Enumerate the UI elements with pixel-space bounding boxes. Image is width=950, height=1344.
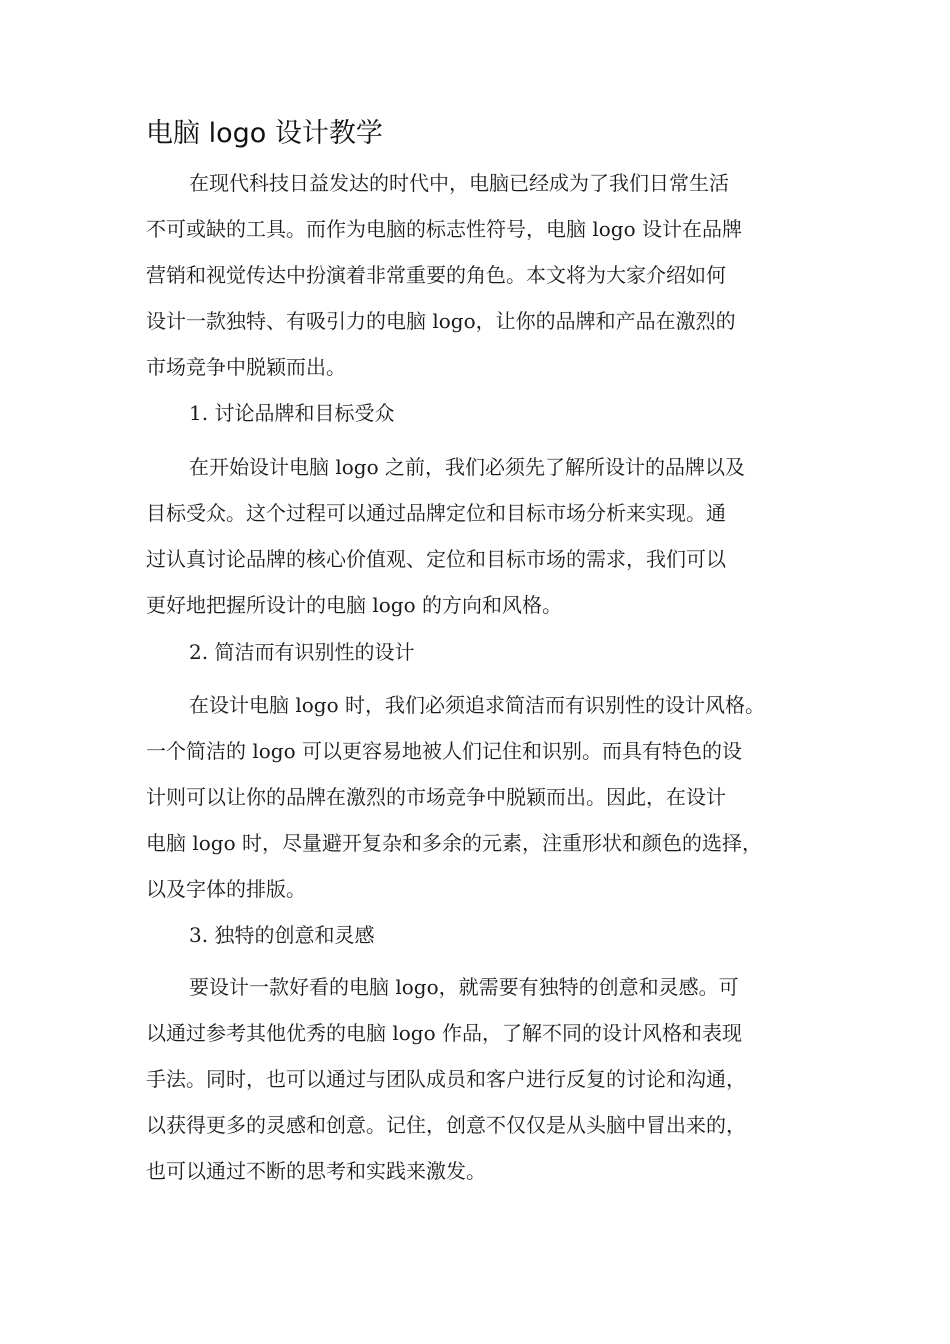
section-heading: 2. 简洁而有识别性的设计 bbox=[189, 640, 415, 664]
section-1-paragraph bbox=[146, 444, 811, 628]
paragraph-line: 以获得更多的灵感和创意。记住，创意不仅仅是从头脑中冒出来的， bbox=[146, 1113, 746, 1137]
section-heading: 1. 讨论品牌和目标受众 bbox=[189, 401, 395, 425]
section-3-paragraph bbox=[146, 964, 811, 1194]
paragraph-line: 在设计电脑 logo 时，我们必须追求简洁而有识别性的设计风格。 bbox=[189, 693, 765, 717]
paragraph-line: 营销和视觉传达中扮演着非常重要的角色。本文将为大家介绍如何 bbox=[146, 263, 726, 287]
section-heading: 3. 独特的创意和灵感 bbox=[189, 923, 375, 947]
paragraph-line: 过认真讨论品牌的核心价值观、定位和目标市场的需求，我们可以 bbox=[146, 547, 726, 571]
paragraph-line: 更好地把握所设计的电脑 logo 的方向和风格。 bbox=[146, 593, 562, 617]
paragraph-line: 也可以通过不断的思考和实践来激发。 bbox=[146, 1159, 486, 1183]
paragraph-line: 在现代科技日益发达的时代中，电脑已经成为了我们日常生活 bbox=[189, 171, 729, 195]
paragraph-line: 以及字体的排版。 bbox=[146, 877, 306, 901]
section-3 bbox=[146, 912, 811, 958]
section-2-paragraph bbox=[146, 682, 811, 912]
paragraph-line: 目标受众。这个过程可以通过品牌定位和目标市场分析来实现。通 bbox=[146, 501, 726, 525]
section-2 bbox=[146, 629, 811, 675]
section-1 bbox=[146, 390, 811, 436]
intro-paragraph bbox=[146, 160, 811, 390]
document-title: 电脑 logo 设计教学 bbox=[146, 118, 383, 149]
paragraph-line: 市场竞争中脱颖而出。 bbox=[146, 355, 346, 379]
paragraph-line: 电脑 logo 时，尽量避开复杂和多余的元素，注重形状和颜色的选择， bbox=[146, 831, 762, 855]
paragraph-line: 不可或缺的工具。而作为电脑的标志性符号，电脑 logo 设计在品牌 bbox=[146, 217, 742, 241]
paragraph-line: 设计一款独特、有吸引力的电脑 logo，让你的品牌和产品在激烈的 bbox=[146, 309, 736, 333]
paragraph-line: 要设计一款好看的电脑 logo，就需要有独特的创意和灵感。可 bbox=[189, 975, 739, 999]
paragraph-line: 在开始设计电脑 logo 之前，我们必须先了解所设计的品牌以及 bbox=[189, 455, 745, 479]
paragraph-line: 手法。同时，也可以通过与团队成员和客户进行反复的讨论和沟通， bbox=[146, 1067, 746, 1091]
paragraph-line: 一个简洁的 logo 可以更容易地被人们记住和识别。而具有特色的设 bbox=[146, 739, 742, 763]
paragraph-line: 计则可以让你的品牌在激烈的市场竞争中脱颖而出。因此，在设计 bbox=[146, 785, 726, 809]
paragraph-line: 以通过参考其他优秀的电脑 logo 作品，了解不同的设计风格和表现 bbox=[146, 1021, 742, 1045]
